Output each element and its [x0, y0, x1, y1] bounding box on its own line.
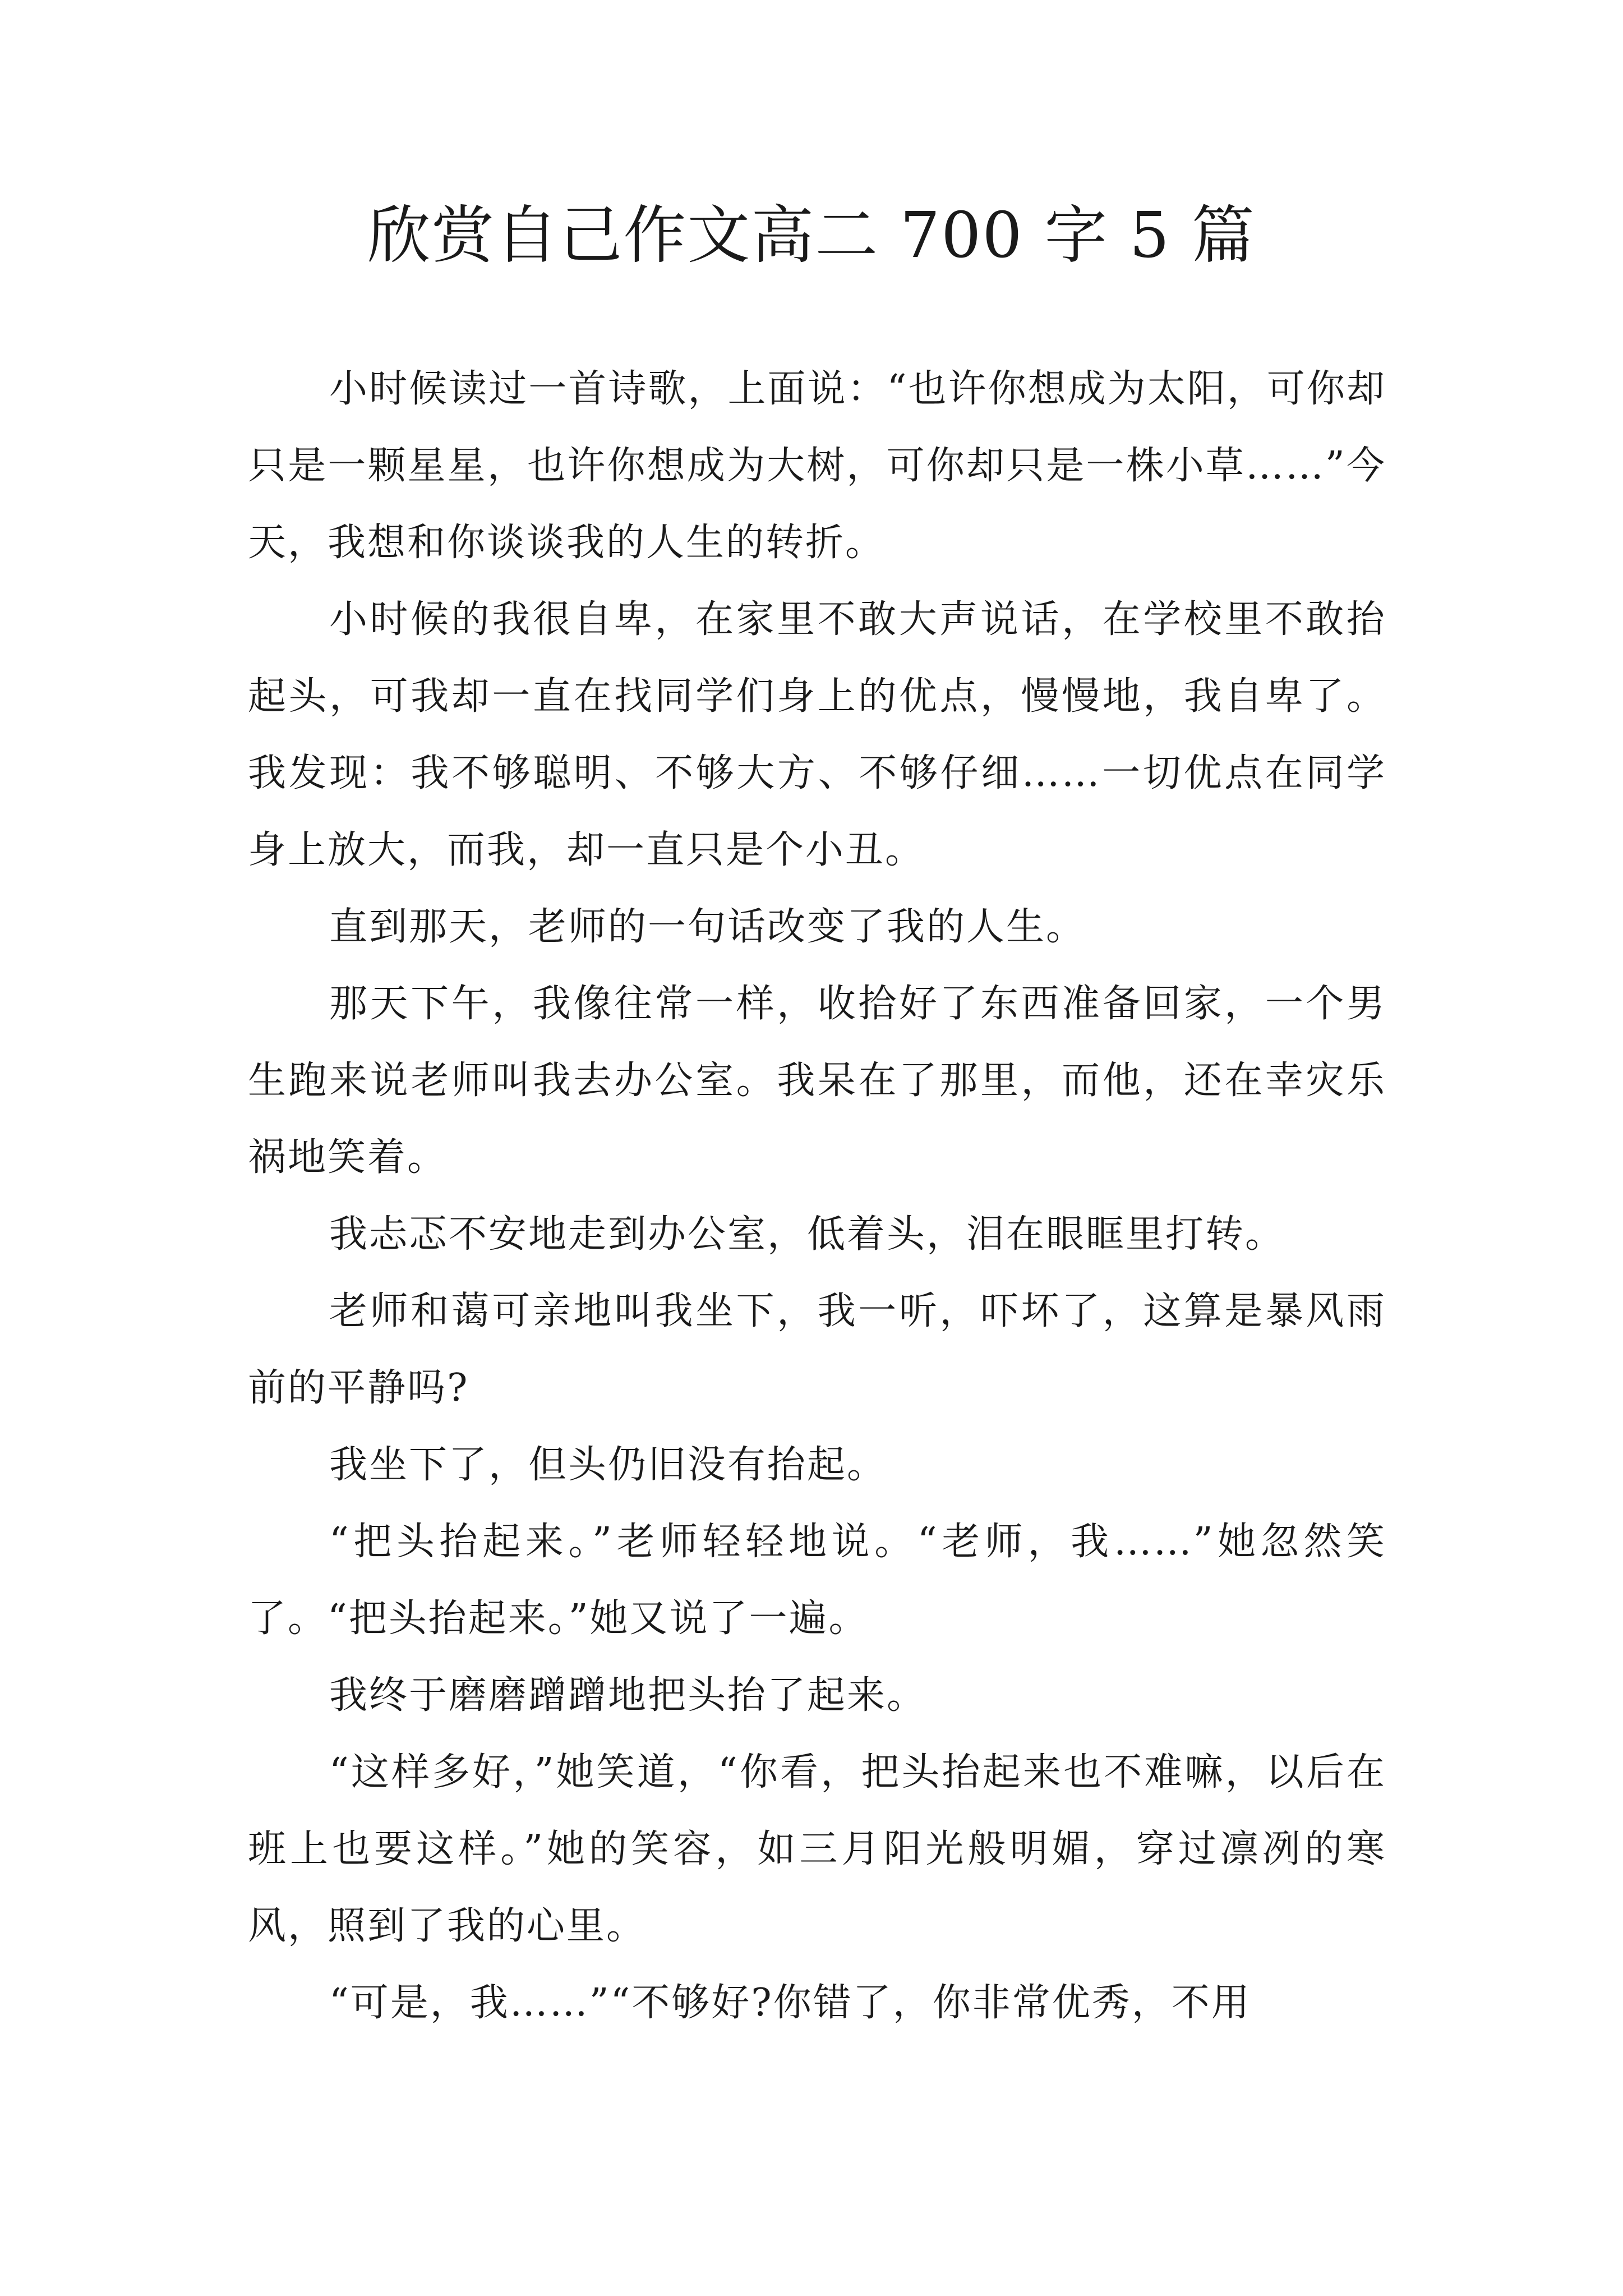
- document-title: 欣赏自己作文高二 700 字 5 篇: [367, 199, 1256, 272]
- paragraph-3: 直到那天，老师的一句话改变了我的人生。: [329, 905, 1086, 949]
- paragraph-7: 我坐下了，但头仍旧没有抬起。: [329, 1443, 887, 1487]
- paragraph-6: 老师和蔼可亲地叫我坐下，我一听，吓坏了，这算是暴风雨前的平静吗?: [248, 1289, 1386, 1410]
- document-body: [248, 351, 1386, 2041]
- paragraph-11: “可是，我……”“不够好?你错了，你非常优秀，不用: [329, 1981, 1251, 2025]
- paragraph-4: 那天下午，我像往常一样，收拾好了东西准备回家，一个男生跑来说老师叫我去办公室。我呆在了那里，而他，还在幸灾乐祸地笑着。: [248, 982, 1386, 1180]
- paragraph-10: “这样多好，”她笑道，“你看，把头抬起来也不难嘛，以后在班上也要这样。”她的笑容，如三月阳光般明媚，穿过凛冽的寒风，照到了我的心里。: [248, 1750, 1387, 1948]
- paragraph-8: “把头抬起来。”老师轻轻地说。“老师，我……”她忽然笑了。“把头抬起来。”她又说了一遍。: [248, 1520, 1386, 1641]
- paragraph-5: 我忐忑不安地走到办公室，低着头，泪在眼眶里打转。: [329, 1212, 1285, 1257]
- paragraph-1: 小时候读过一首诗歌，上面说：“也许你想成为太阳，可你却只是一颗星星，也许你想成为大树，可你却只是一株小草……”今天，我想和你谈谈我的人生的转折。: [248, 367, 1386, 565]
- paragraph-2: 小时候的我很自卑，在家里不敢大声说话，在学校里不敢抬起头，可我却一直在找同学们身上的优点，慢慢地，我自卑了。我发现：我不够聪明、不够大方、不够仔细……一切优点在同学身上放大，而我，却一直只是个小丑。: [248, 597, 1386, 872]
- paragraph-9: 我终于磨磨蹭蹭地把头抬了起来。: [329, 1673, 927, 1718]
